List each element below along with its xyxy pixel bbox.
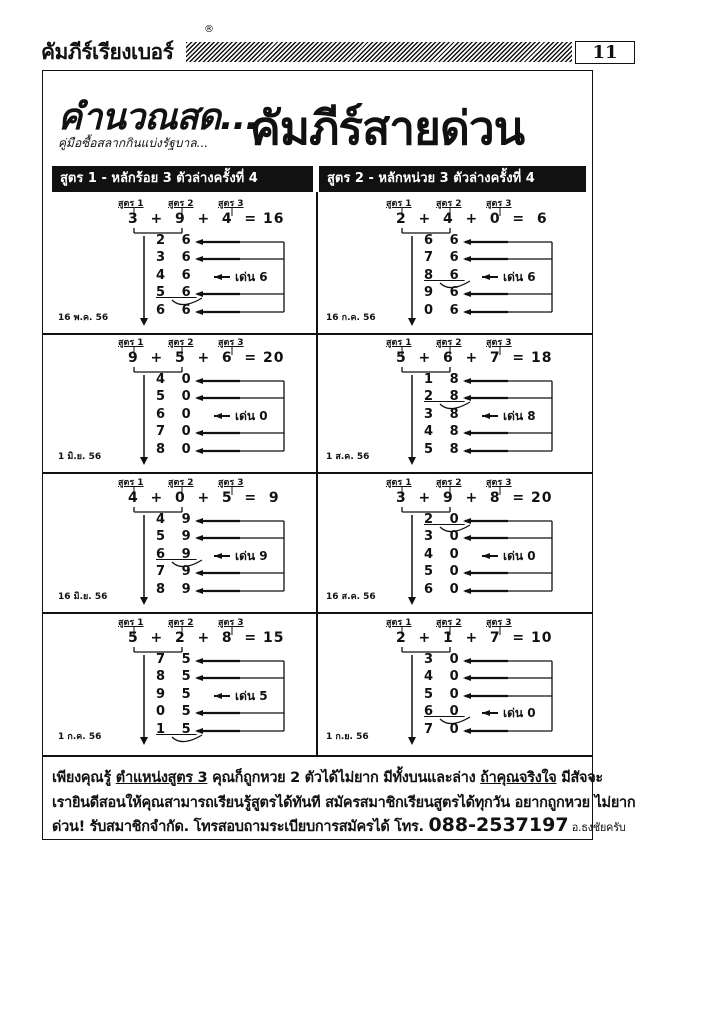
arrow-head [214, 553, 222, 559]
candidate-number: 2 6 [156, 233, 197, 248]
footer-text: คุณก็ถูกหวย 2 ตัวได้ไม่ยาก มีทั้งบนและล่าง [207, 770, 481, 786]
arrow-head [140, 318, 148, 326]
equation: 3 + 9 + 4 = 16 [128, 211, 285, 227]
candidate-number: 5 8 [424, 442, 465, 457]
footer-line-1 [52, 766, 603, 789]
candidate-number: 8 5 [156, 669, 197, 684]
formula-label: สูตร 3 [486, 199, 512, 209]
candidate-number: 3 6 [156, 250, 197, 265]
featured-number: เด่น 8 [503, 409, 536, 423]
page-number: 11 [575, 41, 635, 64]
arrow-head [482, 413, 490, 419]
arrow-head [140, 737, 148, 745]
candidate-number: 3 0 [424, 529, 465, 544]
footer-text: ด่วน! รับสมาชิกจำกัด. โทรสอบถามระเบียบการสมัครได้ โทร. [52, 819, 429, 835]
equation: 5 + 2 + 8 = 15 [128, 630, 285, 646]
calc-cell [52, 475, 312, 613]
candidate-number: 2 0 [424, 512, 465, 527]
phone-number: 088-2537197 [428, 814, 569, 836]
formula-label: สูตร 2 [436, 478, 462, 488]
candidate-number: 4 0 [156, 372, 197, 387]
formula-label: สูตร 1 [386, 478, 412, 488]
footer-line-3 [52, 814, 626, 838]
candidate-number: 5 0 [156, 389, 197, 404]
formula-label: สูตร 2 [168, 199, 194, 209]
featured-number: เด่น 6 [503, 270, 536, 284]
registered-mark: ® [204, 24, 214, 35]
candidate-number: 4 9 [156, 512, 197, 527]
equation: 9 + 5 + 6 = 20 [128, 350, 285, 366]
formula-label: สูตร 1 [118, 478, 144, 488]
formula-banner-1: สูตร 1 - หลักร้อย 3 ตัวล่างครั้งที่ 4 [52, 166, 313, 192]
formula-label: สูตร 2 [436, 338, 462, 348]
footer-text: มีสัจจะ [556, 770, 603, 786]
formula-label: สูตร 2 [168, 478, 194, 488]
calc-cell [320, 615, 580, 753]
featured-number: เด่น 6 [235, 270, 268, 284]
formula-label: สูตร 1 [386, 199, 412, 209]
featured-number: เด่น 0 [503, 706, 536, 720]
calc-cell [320, 475, 580, 613]
formula-label: สูตร 2 [168, 338, 194, 348]
arrow-head [140, 457, 148, 465]
headline-left: คำนวณสด... [58, 97, 258, 138]
draw-date: 1 ก.ค. 56 [58, 732, 102, 742]
formula-label: สูตร 1 [118, 199, 144, 209]
candidate-number: 8 0 [156, 442, 197, 457]
candidate-number: 7 0 [156, 424, 197, 439]
candidate-number: 2 8 [424, 389, 465, 404]
candidate-number: 6 6 [424, 233, 465, 248]
equation: 2 + 4 + 0 = 6 [396, 211, 548, 227]
formula-label: สูตร 3 [486, 478, 512, 488]
candidate-number: 4 6 [156, 268, 197, 283]
arrow-head [214, 274, 222, 280]
candidate-number: 7 0 [424, 722, 465, 737]
candidate-number: 0 5 [156, 704, 197, 719]
formula-label: สูตร 3 [218, 478, 244, 488]
header-hatch-pattern [186, 42, 572, 62]
candidate-number: 5 0 [424, 687, 465, 702]
calc-cell [320, 335, 580, 473]
featured-number: เด่น 0 [235, 409, 268, 423]
candidate-number: 6 0 [424, 704, 465, 719]
featured-number: เด่น 5 [235, 689, 268, 703]
arrow-head [408, 318, 416, 326]
footer-sincere: ถ้าคุณจริงใจ [480, 770, 557, 786]
candidate-number: 5 9 [156, 529, 197, 544]
candidate-number: 0 6 [424, 303, 465, 318]
draw-date: 1 ก.ย. 56 [326, 732, 369, 742]
candidate-number: 5 0 [424, 564, 465, 579]
formula-label: สูตร 3 [218, 618, 244, 628]
candidate-number: 3 0 [424, 652, 465, 667]
draw-date: 16 ส.ค. 56 [326, 592, 376, 602]
candidate-number: 1 8 [424, 372, 465, 387]
draw-date: 16 พ.ค. 56 [58, 313, 109, 323]
candidate-number: 4 0 [424, 669, 465, 684]
featured-number: เด่น 9 [235, 549, 268, 563]
row-divider [43, 755, 593, 757]
candidate-number: 6 0 [156, 407, 197, 422]
draw-date: 16 มิ.ย. 56 [58, 592, 108, 602]
headline-subtitle: คู่มือซื้อสลากกินแบ่งรัฐบาล... [58, 136, 209, 150]
calc-cell [52, 335, 312, 473]
candidate-number: 9 5 [156, 687, 197, 702]
formula-label: สูตร 2 [168, 618, 194, 628]
candidate-number: 8 9 [156, 582, 197, 597]
draw-date: 16 ก.ค. 56 [326, 313, 376, 323]
column-divider [316, 192, 318, 755]
formula-label: สูตร 3 [486, 618, 512, 628]
magazine-title: คัมภีร์เรียงเบอร์ [41, 40, 174, 64]
featured-number: เด่น 0 [503, 549, 536, 563]
formula-label: สูตร 3 [218, 338, 244, 348]
formula-label: สูตร 1 [386, 338, 412, 348]
formula-label: สูตร 2 [436, 618, 462, 628]
candidate-number: 6 6 [156, 303, 197, 318]
footer-text: เพียงคุณรู้ [52, 770, 116, 786]
calc-cell [52, 615, 312, 753]
candidate-number: 4 0 [424, 547, 465, 562]
formula-label: สูตร 1 [118, 338, 144, 348]
equation: 3 + 9 + 8 = 20 [396, 490, 553, 506]
arrow-head [140, 597, 148, 605]
candidate-number: 7 6 [424, 250, 465, 265]
footer-signature: อ.ธงชัยครับ [568, 821, 626, 834]
candidate-number: 7 9 [156, 564, 197, 579]
footer-formula-3: ตำแหน่งสูตร 3 [115, 770, 208, 786]
candidate-number: 6 9 [156, 547, 197, 562]
page-header [41, 24, 618, 66]
candidate-number: 8 6 [424, 268, 465, 283]
arrow-head [482, 553, 490, 559]
formula-banner-2: สูตร 2 - หลักหน่วย 3 ตัวล่างครั้งที่ 4 [319, 166, 586, 192]
candidate-number: 6 0 [424, 582, 465, 597]
candidate-number: 1 5 [156, 722, 197, 737]
formula-label: สูตร 3 [486, 338, 512, 348]
draw-date: 1 มิ.ย. 56 [58, 452, 102, 462]
arrow-head [214, 413, 222, 419]
arrow-head [482, 274, 490, 280]
arrow-head [408, 457, 416, 465]
candidate-number: 4 8 [424, 424, 465, 439]
equation: 4 + 0 + 5 = 9 [128, 490, 280, 506]
formula-label: สูตร 1 [118, 618, 144, 628]
candidate-number: 9 6 [424, 285, 465, 300]
calc-cell [52, 196, 312, 334]
candidate-number: 7 5 [156, 652, 197, 667]
equation: 5 + 6 + 7 = 18 [396, 350, 553, 366]
formula-label: สูตร 3 [218, 199, 244, 209]
arrow-head [214, 693, 222, 699]
arrow-head [408, 737, 416, 745]
equation: 2 + 1 + 7 = 10 [396, 630, 553, 646]
arrow-head [408, 597, 416, 605]
arrow-head [482, 710, 490, 716]
footer-line-2: เรายินดีสอนให้คุณสามารถเรียนรู้สูตรได้ทันที สมัครสมาชิกเรียนสูตรได้ทุกวัน อยากถูกหวย ไม่ยาก [52, 795, 636, 811]
formula-label: สูตร 2 [436, 199, 462, 209]
calc-cell [320, 196, 580, 334]
formula-label: สูตร 1 [386, 618, 412, 628]
candidate-number: 5 6 [156, 285, 197, 300]
headline-right: คัมภีร์สายด่วน [250, 101, 525, 155]
draw-date: 1 ส.ค. 56 [326, 452, 370, 462]
candidate-number: 3 8 [424, 407, 465, 422]
